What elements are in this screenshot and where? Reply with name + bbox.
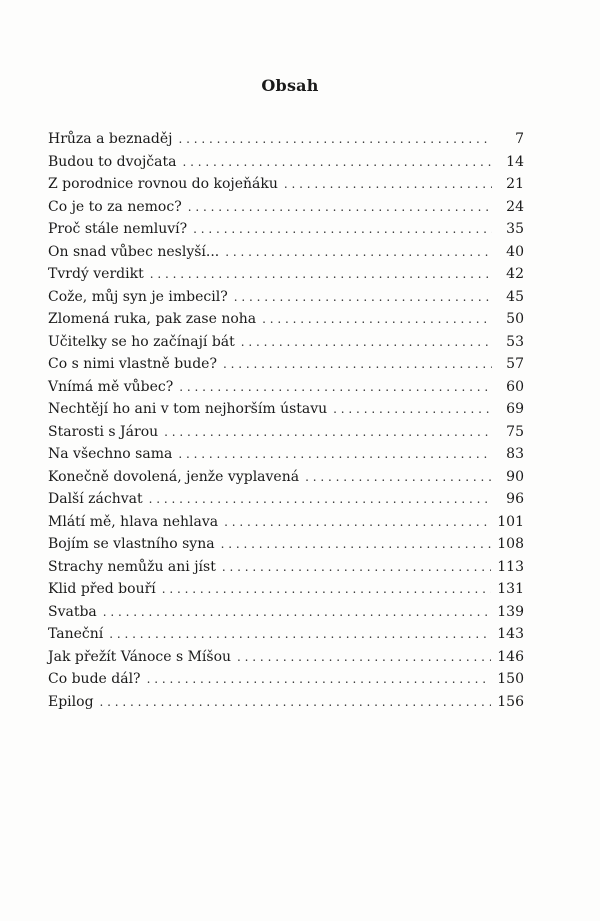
page-title: Obsah bbox=[261, 76, 319, 95]
toc-entry-title: Starosti s Járou bbox=[48, 423, 159, 440]
toc-dot-leader bbox=[222, 556, 491, 579]
toc-entry-title: Hrůza a beznaděj bbox=[48, 131, 173, 147]
toc-dot-leader bbox=[221, 533, 492, 556]
toc-dot-leader bbox=[100, 691, 492, 714]
toc-entry bbox=[48, 533, 524, 556]
toc-dot-leader bbox=[237, 646, 491, 669]
toc-entry-page-number: 75 bbox=[506, 423, 524, 440]
toc-entry-title: Taneční bbox=[48, 626, 104, 642]
toc-dot-leader bbox=[182, 151, 492, 174]
toc-entry bbox=[48, 421, 524, 444]
toc-entry bbox=[48, 151, 524, 174]
toc-entry-title: Svatba bbox=[48, 603, 97, 620]
toc-entry-page-number: 143 bbox=[497, 626, 524, 642]
toc-entry-page-number: 42 bbox=[506, 266, 524, 282]
toc-dot-leader bbox=[149, 488, 492, 511]
toc-dot-leader bbox=[234, 286, 492, 309]
toc-entry-title: Proč stále nemluví? bbox=[48, 221, 188, 237]
toc-entry-page-number: 60 bbox=[506, 378, 524, 395]
toc-dot-leader bbox=[225, 241, 492, 264]
toc-entry-title: Co je to za nemoc? bbox=[48, 198, 182, 215]
toc-entry-title: Nechtějí ho ani v tom nejhorším ústavu bbox=[48, 401, 328, 417]
toc-entry-page-number: 101 bbox=[497, 513, 524, 530]
toc-dot-leader bbox=[178, 128, 492, 151]
toc-entry bbox=[48, 691, 524, 714]
toc-entry bbox=[48, 466, 524, 489]
toc-entry bbox=[48, 556, 524, 579]
toc-entry bbox=[48, 646, 524, 669]
toc-entry-page-number: 24 bbox=[506, 198, 524, 215]
toc-entry-title: Cože, můj syn je imbecil? bbox=[48, 288, 228, 305]
toc-dot-leader bbox=[103, 601, 491, 624]
toc-entry-page-number: 21 bbox=[506, 176, 524, 192]
toc-entry-title: Bojím se vlastního syna bbox=[48, 536, 215, 552]
toc-entry-page-number: 45 bbox=[506, 288, 524, 305]
toc-entry-page-number: 156 bbox=[497, 693, 524, 710]
toc-dot-leader bbox=[147, 668, 492, 691]
toc-entry-title: Budou to dvojčata bbox=[48, 153, 177, 170]
toc-entry-title: Vnímá mě vůbec? bbox=[48, 378, 174, 395]
toc-entry-title: Jak přežít Vánoce s Míšou bbox=[48, 648, 232, 665]
toc-entry bbox=[48, 331, 524, 354]
toc-entry bbox=[48, 353, 524, 376]
toc-entry-title: Další záchvat bbox=[48, 491, 143, 507]
toc-dot-leader bbox=[305, 466, 492, 489]
toc-entry-title: Co s nimi vlastně bude? bbox=[48, 356, 217, 372]
toc-entry bbox=[48, 286, 524, 309]
toc-entry-page-number: 90 bbox=[506, 468, 524, 485]
toc-entry-title: Strachy nemůžu ani jíst bbox=[48, 558, 216, 575]
toc-dot-leader bbox=[333, 398, 492, 421]
toc-entry bbox=[48, 578, 524, 601]
toc-entry-page-number: 113 bbox=[497, 558, 524, 575]
toc-dot-leader bbox=[284, 173, 492, 196]
toc-entry-title: Na všechno sama bbox=[48, 446, 173, 462]
toc-entry-title: Klid před bouří bbox=[48, 581, 156, 597]
toc-entry bbox=[48, 241, 524, 264]
toc-entry bbox=[48, 218, 524, 241]
toc-dot-leader bbox=[150, 263, 492, 286]
toc-dot-leader bbox=[224, 511, 491, 534]
toc-entry-title: Z porodnice rovnou do kojeňáku bbox=[48, 176, 278, 192]
toc-entry bbox=[48, 196, 524, 219]
toc-entry bbox=[48, 511, 524, 534]
toc-entry bbox=[48, 668, 524, 691]
toc-dot-leader bbox=[188, 196, 492, 219]
toc-entry bbox=[48, 308, 524, 331]
toc-entry-page-number: 139 bbox=[497, 603, 524, 620]
toc-dot-leader bbox=[164, 421, 492, 444]
toc-entry-page-number: 40 bbox=[506, 243, 524, 260]
toc-dot-leader bbox=[178, 443, 492, 466]
toc-entry-title: Co bude dál? bbox=[48, 671, 141, 687]
toc-entry-page-number: 146 bbox=[497, 648, 524, 665]
toc-entry-page-number: 14 bbox=[506, 153, 524, 170]
toc-entry-page-number: 57 bbox=[506, 356, 524, 372]
toc-entry-title: Epilog bbox=[48, 693, 94, 710]
toc-entry-page-number: 83 bbox=[506, 446, 524, 462]
toc-dot-leader bbox=[193, 218, 492, 241]
toc-entry bbox=[48, 128, 524, 151]
toc-dot-leader bbox=[109, 623, 491, 646]
toc-entry bbox=[48, 376, 524, 399]
toc-entry-title: On snad vůbec neslyší... bbox=[48, 243, 220, 260]
toc-entry-page-number: 7 bbox=[515, 131, 524, 147]
toc-entry-page-number: 53 bbox=[506, 333, 524, 350]
toc-entry bbox=[48, 263, 524, 286]
toc-entry bbox=[48, 623, 524, 646]
toc-entry bbox=[48, 398, 524, 421]
toc-entry-title: Učitelky se ho začínají bát bbox=[48, 333, 235, 350]
toc-entry-page-number: 108 bbox=[497, 536, 524, 552]
toc-dot-leader bbox=[162, 578, 492, 601]
toc-entry-page-number: 131 bbox=[497, 581, 524, 597]
toc-entry-title: Mlátí mě, hlava nehlava bbox=[48, 513, 219, 530]
toc-entry-page-number: 35 bbox=[506, 221, 524, 237]
toc-entry-page-number: 69 bbox=[506, 401, 524, 417]
toc-entry-page-number: 150 bbox=[497, 671, 524, 687]
toc-dot-leader bbox=[241, 331, 492, 354]
table-of-contents bbox=[48, 128, 524, 713]
toc-entry bbox=[48, 601, 524, 624]
toc-dot-leader bbox=[262, 308, 492, 331]
toc-entry bbox=[48, 443, 524, 466]
toc-entry-title: Tvrdý verdikt bbox=[48, 266, 144, 282]
toc-dot-leader bbox=[179, 376, 492, 399]
toc-dot-leader bbox=[223, 353, 492, 376]
toc-entry bbox=[48, 488, 524, 511]
toc-entry-page-number: 96 bbox=[506, 491, 524, 507]
toc-entry-title: Zlomená ruka, pak zase noha bbox=[48, 311, 257, 327]
toc-entry-page-number: 50 bbox=[506, 311, 524, 327]
toc-entry-title: Konečně dovolená, jenže vyplavená bbox=[48, 468, 300, 485]
toc-entry bbox=[48, 173, 524, 196]
